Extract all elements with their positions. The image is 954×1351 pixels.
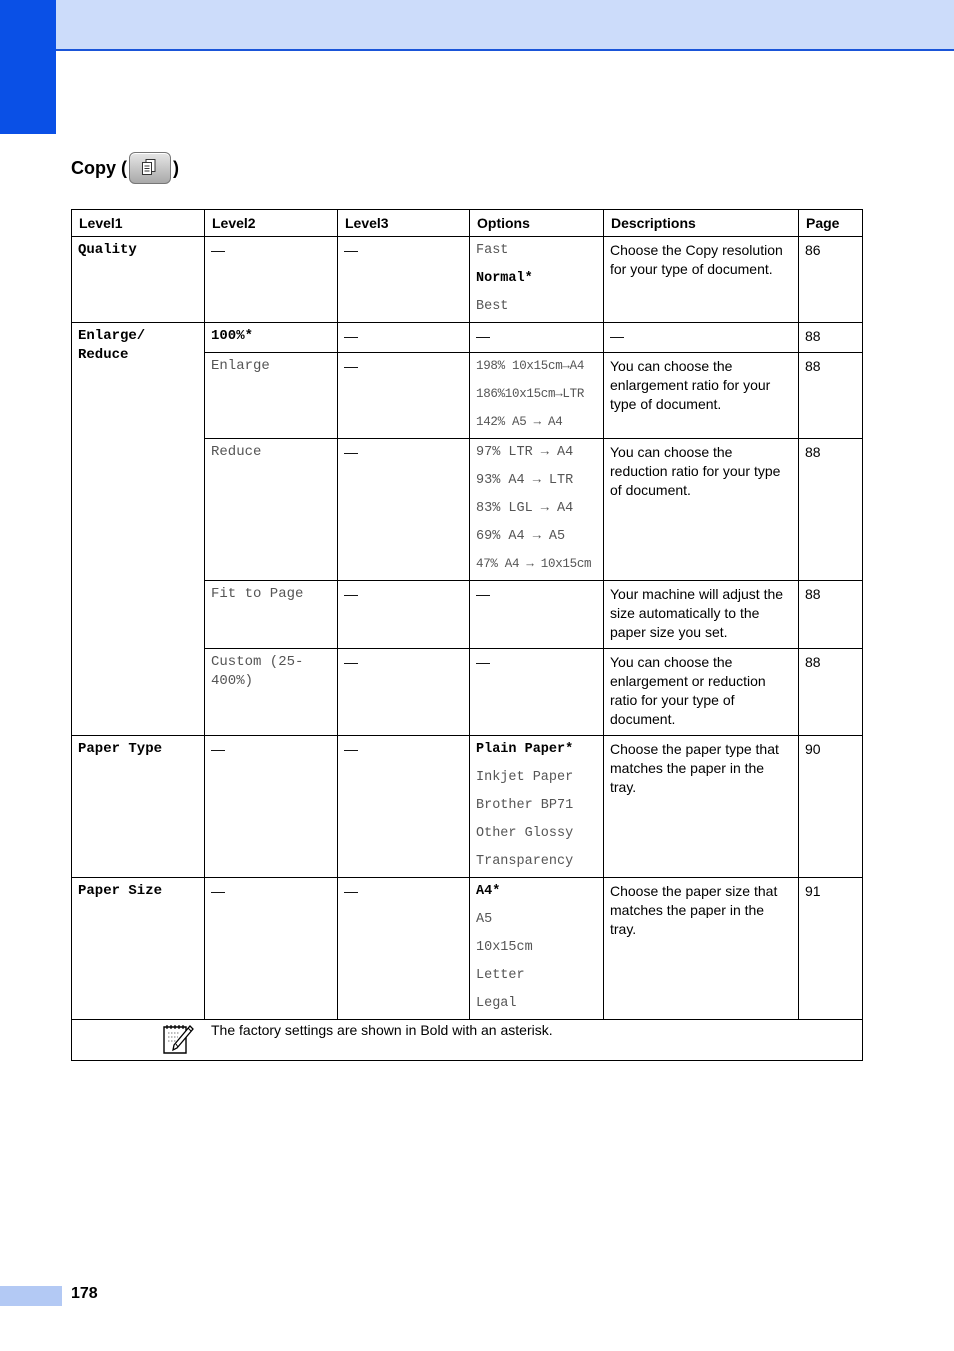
level1-enlarge-reduce: Enlarge/ Reduce: [72, 323, 205, 736]
table-row-paper-type: [72, 736, 863, 878]
options-enlarge: [470, 353, 604, 439]
level2-dash: —: [205, 878, 338, 1020]
option-item: Other Glossy: [476, 826, 574, 841]
description-paper-type: Choose the paper type that matches the paper in the tray.: [604, 736, 799, 878]
options-quality: [470, 237, 604, 323]
option-item: Letter: [476, 968, 525, 983]
page-paper-size: 91: [799, 878, 863, 1020]
table-header-row: [72, 210, 863, 237]
level3-dash: —: [338, 649, 470, 736]
header-band: [0, 0, 954, 51]
page-100-percent: 88: [799, 323, 863, 353]
option-item-default: A4*: [476, 884, 501, 899]
level3-dash: —: [338, 237, 470, 323]
note-text: The factory settings are shown in Bold with an asterisk.: [211, 1022, 553, 1038]
page-enlarge: 88: [799, 353, 863, 439]
description-reduce: You can choose the reduction ratio for your type of document.: [604, 439, 799, 581]
option-item: A5: [476, 912, 493, 927]
option-item: 142% A5 → A4: [476, 415, 563, 429]
level1-paper-size: Paper Size: [72, 878, 205, 1020]
option-item: 186%10x15cm→LTR: [476, 387, 585, 401]
page-custom: 88: [799, 649, 863, 736]
option-item: Transparency: [476, 854, 574, 869]
header-descriptions: Descriptions: [604, 210, 799, 237]
table-row-paper-size: [72, 878, 863, 1020]
level3-dash: —: [338, 353, 470, 439]
level3-dash: —: [338, 878, 470, 1020]
option-item: Legal: [476, 996, 517, 1011]
level2-reduce: Reduce: [205, 439, 338, 581]
chapter-tab: [0, 0, 56, 134]
note-cell: [72, 1020, 863, 1061]
page-reduce: 88: [799, 439, 863, 581]
options-dash: —: [470, 323, 604, 353]
level3-dash: —: [338, 581, 470, 649]
option-item: 69% A4 → A5: [476, 529, 566, 544]
level2-custom: Custom (25-400%): [205, 649, 338, 736]
option-item-default: Normal*: [476, 271, 533, 286]
option-item: 198% 10x15cm→A4: [476, 359, 585, 373]
page-fit-to-page: 88: [799, 581, 863, 649]
level3-dash: —: [338, 323, 470, 353]
table-row-note: [72, 1020, 863, 1061]
options-paper-size: [470, 878, 604, 1020]
level2-100-percent: 100%*: [205, 323, 338, 353]
section-title-text: Copy (: [71, 157, 127, 178]
header-level3: Level3: [338, 210, 470, 237]
options-reduce: [470, 439, 604, 581]
header-level2: Level2: [205, 210, 338, 237]
page-quality: 86: [799, 237, 863, 323]
level2-enlarge: Enlarge: [205, 353, 338, 439]
option-item: 97% LTR → A4: [476, 445, 574, 460]
options-dash: —: [470, 649, 604, 736]
header-page: Page: [799, 210, 863, 237]
option-item: 10x15cm: [476, 940, 533, 955]
table-row-enlarge-reduce-100: [72, 323, 863, 353]
copy-key-icon: [129, 152, 171, 184]
option-item: Best: [476, 299, 509, 314]
level1-quality: Quality: [72, 237, 205, 323]
options-paper-type: [470, 736, 604, 878]
page-number-strip: [0, 1286, 62, 1306]
header-options: Options: [470, 210, 604, 237]
section-title: [71, 150, 179, 186]
level2-dash: —: [205, 736, 338, 878]
level3-dash: —: [338, 439, 470, 581]
page-number: 178: [71, 1285, 98, 1302]
option-item: 83% LGL → A4: [476, 501, 574, 516]
option-item: Brother BP71: [476, 798, 574, 813]
description-enlarge: You can choose the enlargement ratio for your type of document.: [604, 353, 799, 439]
level1-paper-type: Paper Type: [72, 736, 205, 878]
option-item: Inkjet Paper: [476, 770, 574, 785]
note-pencil-icon: [160, 1022, 194, 1061]
options-dash: —: [470, 581, 604, 649]
description-custom: You can choose the enlargement or reduction ratio for your type of document.: [604, 649, 799, 736]
description-dash: —: [604, 323, 799, 353]
option-item: 47% A4 → 10x15cm: [476, 557, 592, 571]
option-item: Fast: [476, 243, 509, 258]
description-quality: Choose the Copy resolution for your type of document.: [604, 237, 799, 323]
description-fit-to-page: Your machine will adjust the size automatically to the paper size you set.: [604, 581, 799, 649]
level2-dash: —: [205, 237, 338, 323]
section-title-close: ): [173, 157, 179, 178]
table-row-quality: [72, 237, 863, 323]
page-paper-type: 90: [799, 736, 863, 878]
level3-dash: —: [338, 736, 470, 878]
option-item: 93% A4 → LTR: [476, 473, 574, 488]
header-level1: Level1: [72, 210, 205, 237]
copy-menu-table: [71, 209, 863, 1061]
description-paper-size: Choose the paper size that matches the paper in the tray.: [604, 878, 799, 1020]
level2-fit-to-page: Fit to Page: [205, 581, 338, 649]
option-item-default: Plain Paper*: [476, 742, 574, 757]
